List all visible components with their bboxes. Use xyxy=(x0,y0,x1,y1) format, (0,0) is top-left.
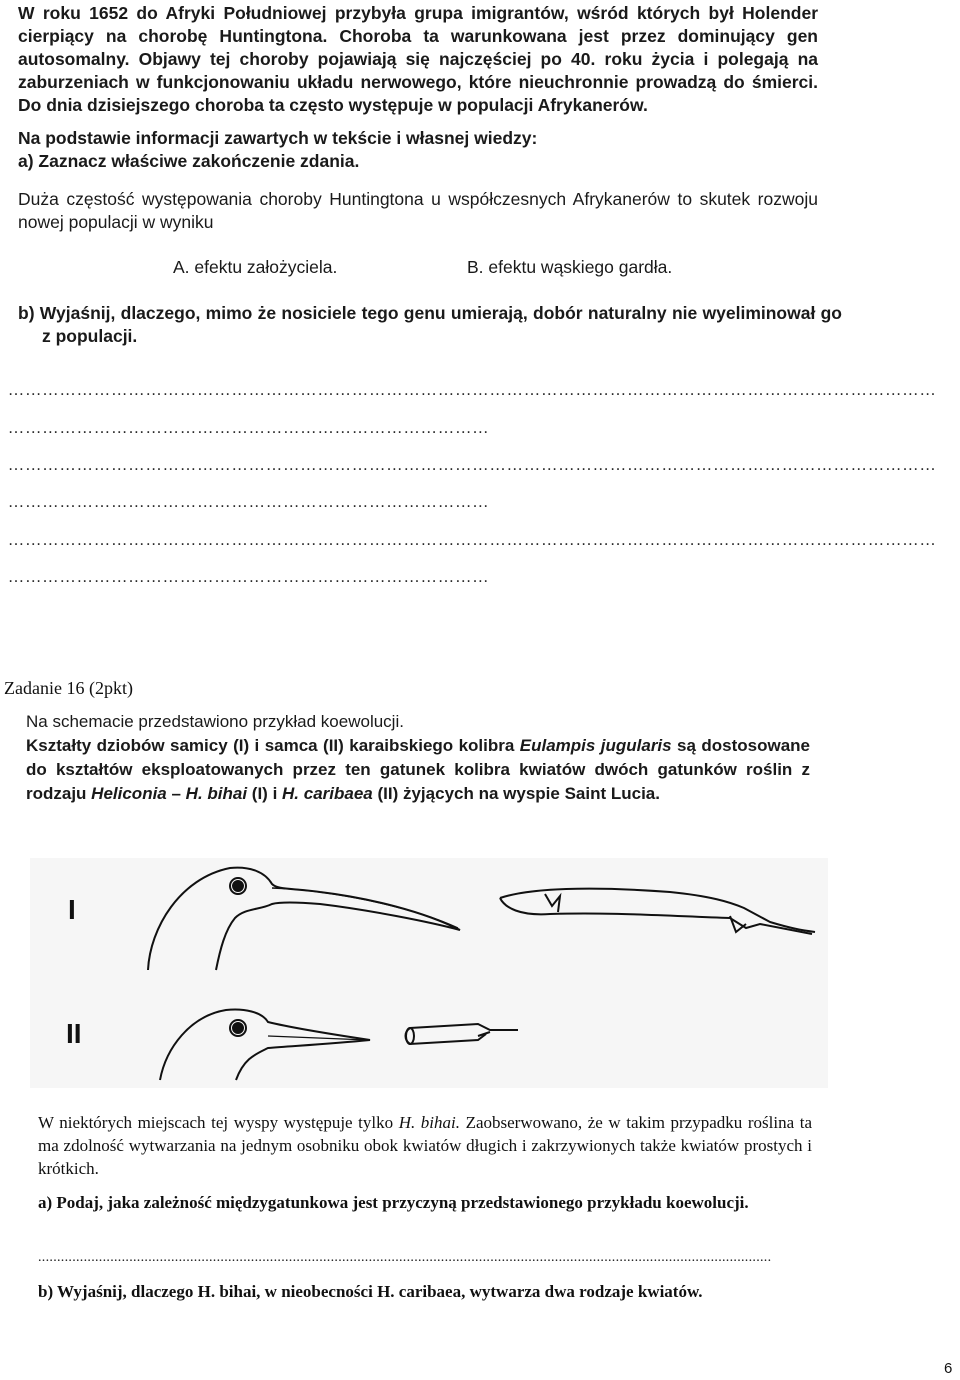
answer-line[interactable]: ……………………………………………………………………………………………………………………………………………… xyxy=(8,532,937,549)
species-h-caribaea: H. caribaea xyxy=(282,784,373,803)
page-number: 6 xyxy=(944,1360,953,1377)
instruction-line-2: a) Zaznacz właściwe zakończenie zdania. xyxy=(18,151,360,171)
answer-line[interactable]: ………………………………………………………………………… xyxy=(8,494,490,511)
intro-text: W roku 1652 do Afryki Południowej przybyła grupa imigrantów, wśród których był Holender cierpiący na chorobę Huntingtona. Choroba ta warunkowana jest przez dominujący gen autosomalny. Objawy tej choroby pojawiają się najczęściej po 40. roku życia i polegają na zaburzeniach w funkcjonowaniu układu nerwowego, które nieuchronnie prowadzą do śmierci. Do dnia dzisiejszego choroba ta często występuje w populacji Afrykanerów. xyxy=(18,3,818,115)
short-straight-flower-icon xyxy=(406,1024,519,1044)
species-h-bihai: H. bihai xyxy=(185,784,248,803)
question-a-stem: Duża częstość występowania choroby Huntingtona u współczesnych Afrykanerów to skutek rozwoju nowej populacji w wyniku xyxy=(18,189,818,232)
question-a-options xyxy=(18,257,818,281)
figure-drawing xyxy=(30,858,828,1088)
answer-line[interactable]: ……………………………………………………………………………………………………………………………………………… xyxy=(8,382,937,399)
question-16a: a) Podaj, jaka zależność międzygatunkowa jest przyczyną przedstawionego przykładu koewolucji. xyxy=(38,1193,749,1212)
coevolution-figure xyxy=(30,858,828,1088)
answer-line[interactable]: ................................................................................................................................................................................................. xyxy=(38,1250,772,1265)
paragraph: W niektórych miejscach tej wyspy występuje tylko H. bihai. Zaobserwowano, że w takim przypadku roślina ta ma zdolność wytwarzania na jednym osobniku obok kwiatów długich i zakrzywionych także kwiatów prostych i krótkich. xyxy=(38,1113,812,1178)
species-h-bihai: H. bihai. xyxy=(398,1113,460,1132)
female-bill-icon xyxy=(148,868,460,970)
figure-label-male: II xyxy=(66,1018,82,1049)
task-title: Zadanie 16 (2pkt) xyxy=(4,678,133,698)
option-b[interactable]: B. efektu wąskiego gardła. xyxy=(467,257,673,277)
genus-name: Heliconia xyxy=(91,784,167,803)
instruction xyxy=(18,127,818,173)
long-curved-flower-icon xyxy=(500,889,815,934)
task-description: Kształty dziobów samicy (I) i samca (II) karaibskiego kolibra Eulampis jugularis są dostosowane do kształtów eksploatowanych przez ten gatunek kolibra kwiatów dwóch gatunków roślin z rodzaju Heliconia – H. bihai (I) i H. caribaea (II) żyjących na wyspie Saint Lucia. xyxy=(26,736,810,803)
answer-line[interactable]: ………………………………………………………………………… xyxy=(8,420,490,437)
answer-line[interactable]: ………………………………………………………………………… xyxy=(8,569,490,586)
male-bill-icon xyxy=(160,1010,370,1081)
question-b: b) Wyjaśnij, dlaczego, mimo że nosiciele tego genu umierają, dobór naturalny nie wyeliminował go z populacji. xyxy=(18,303,842,346)
question-16b: b) Wyjaśnij, dlaczego H. bihai, w nieobecności H. caribaea, wytwarza dwa rodzaje kwiatów. xyxy=(38,1282,703,1301)
instruction-line-1: Na podstawie informacji zawartych w tekście i własnej wiedzy: xyxy=(18,128,538,148)
option-a[interactable]: A. efektu założyciela. xyxy=(173,257,338,277)
figure-label-female: I xyxy=(68,894,76,925)
species-name: Eulampis jugularis xyxy=(519,736,672,755)
task-description-line: Na schemacie przedstawiono przykład koewolucji. xyxy=(26,712,404,731)
answer-line[interactable]: ……………………………………………………………………………………………………………………………………………… xyxy=(8,457,937,474)
